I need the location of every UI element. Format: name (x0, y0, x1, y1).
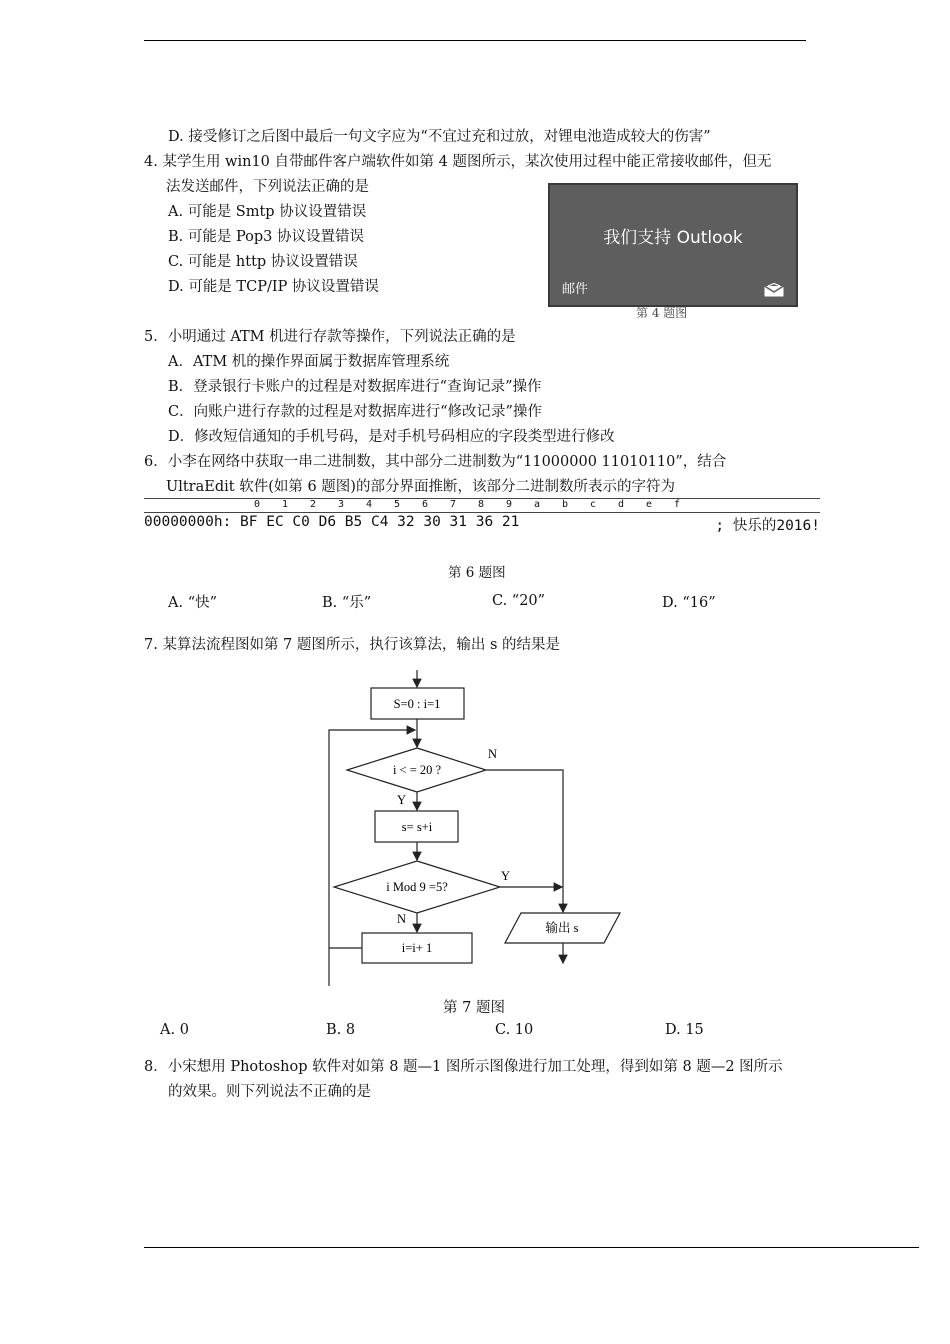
hex-col-2: 2 (310, 499, 317, 510)
q7-stem: 7. 某算法流程图如第 7 题图所示，执行该算法，输出 s 的结果是 (144, 637, 561, 653)
flow-init-label: S=0 : i=1 (393, 697, 441, 711)
hex-col-8: 8 (478, 499, 485, 510)
hex-text-column: ; 快乐的2016! (715, 518, 820, 534)
q7-option-d: D. 15 (665, 1022, 704, 1038)
hex-col-e: e (646, 499, 653, 510)
hex-col-9: 9 (506, 499, 513, 510)
footer-rule (144, 1247, 919, 1248)
tile-title: 我们支持 Outlook (603, 228, 743, 248)
q8-stem-line2: 的效果。则下列说法不正确的是 (168, 1084, 371, 1100)
q7-option-c: C. 10 (495, 1022, 534, 1038)
tile-app-name: 邮件 (562, 282, 589, 297)
flow-cond2-yes-label: Y (501, 869, 511, 883)
header-rule (144, 40, 806, 41)
hex-col-5: 5 (394, 499, 401, 510)
q6-stem-line2: UltraEdit 软件(如第 6 题图)的部分界面推断，该部分二进制数所表示的字符为 (166, 479, 675, 495)
hex-col-1: 1 (282, 499, 289, 510)
q4-option-d: D. 可能是 TCP/IP 协议设置错误 (168, 279, 379, 295)
hex-header-bottom-rule (144, 512, 820, 513)
hex-col-a: a (534, 499, 541, 510)
q6-option-d: D. “16” (662, 595, 716, 611)
flow-cond2-label: i Mod 9 =5? (386, 880, 448, 894)
q7-flowchart (320, 665, 630, 995)
flow-cond1-no-label: N (488, 747, 498, 761)
flow-inc-label: i=i+ 1 (401, 941, 433, 955)
hex-col-f: f (674, 499, 681, 510)
hex-col-7: 7 (450, 499, 457, 510)
q6-option-b: B. “乐” (322, 595, 372, 611)
flow-step-label: s= s+i (401, 820, 433, 834)
flow-cond2-no-label: N (397, 912, 407, 926)
q5-option-a: A．ATM 机的操作界面属于数据库管理系统 (168, 354, 450, 370)
q5-option-d: D．修改短信通知的手机号码，是对手机号码相应的字段类型进行修改 (168, 429, 615, 445)
hex-col-c: c (590, 499, 597, 510)
q6-caption: 第 6 题图 (448, 565, 506, 581)
q7-caption: 第 7 题图 (443, 1000, 505, 1016)
q6-stem-line1: 6．小李在网络中获取一串二进制数，其中部分二进制数为“11000000 11010110”，结合 (144, 454, 727, 470)
q7-option-b: B. 8 (326, 1022, 356, 1038)
q5-option-c: C．向账户进行存款的过程是对数据库进行“修改记录”操作 (168, 404, 542, 420)
q4-option-b: B. 可能是 Pop3 协议设置错误 (168, 229, 364, 245)
flow-cond1-label: i < = 20 ? (392, 763, 442, 777)
q4-option-a: A. 可能是 Smtp 协议设置错误 (168, 204, 367, 220)
q7-option-a: A. 0 (160, 1022, 189, 1038)
hex-col-0: 0 (254, 499, 261, 510)
hex-col-b: b (562, 499, 569, 510)
q6-option-c: C. “20” (492, 593, 546, 609)
hex-col-4: 4 (366, 499, 373, 510)
q4-stem-line1: 4. 某学生用 win10 自带邮件客户端软件如第 4 题图所示，某次使用过程中能正常接收邮件，但无 (144, 154, 772, 170)
q5-option-b: B．登录银行卡账户的过程是对数据库进行“查询记录”操作 (168, 379, 542, 395)
hex-col-d: d (618, 499, 625, 510)
q5-stem: 5．小明通过 ATM 机进行存款等操作，下列说法正确的是 (144, 329, 516, 345)
flow-output-label: 输出 s (545, 921, 579, 935)
hex-col-3: 3 (338, 499, 345, 510)
q8-stem-line1: 8．小宋想用 Photoshop 软件对如第 8 题—1 图所示图像进行加工处理，得到如第 8 题—2 图所示 (144, 1059, 783, 1075)
hex-col-6: 6 (422, 499, 429, 510)
mail-app-tile (548, 183, 798, 307)
ultraedit-hex-view (144, 498, 820, 542)
q4-option-c: C. 可能是 http 协议设置错误 (168, 254, 358, 270)
flow-arrow-cond1-no (486, 770, 563, 912)
q4-stem-line2: 法发送邮件，下列说法正确的是 (166, 179, 369, 195)
q3-option-d: D. 接受修订之后图中最后一句文字应为“不宜过充和过放，对锂电池造成较大的伤害” (168, 129, 711, 145)
q4-caption: 第 4 题图 (636, 306, 688, 320)
hex-data-row: 00000000h: BF EC C0 D6 B5 C4 32 30 31 36 21 (144, 514, 520, 530)
mail-envelope-icon (764, 283, 784, 297)
q6-option-a: A. “快” (168, 595, 218, 611)
flow-cond1-yes-label: Y (397, 793, 407, 807)
